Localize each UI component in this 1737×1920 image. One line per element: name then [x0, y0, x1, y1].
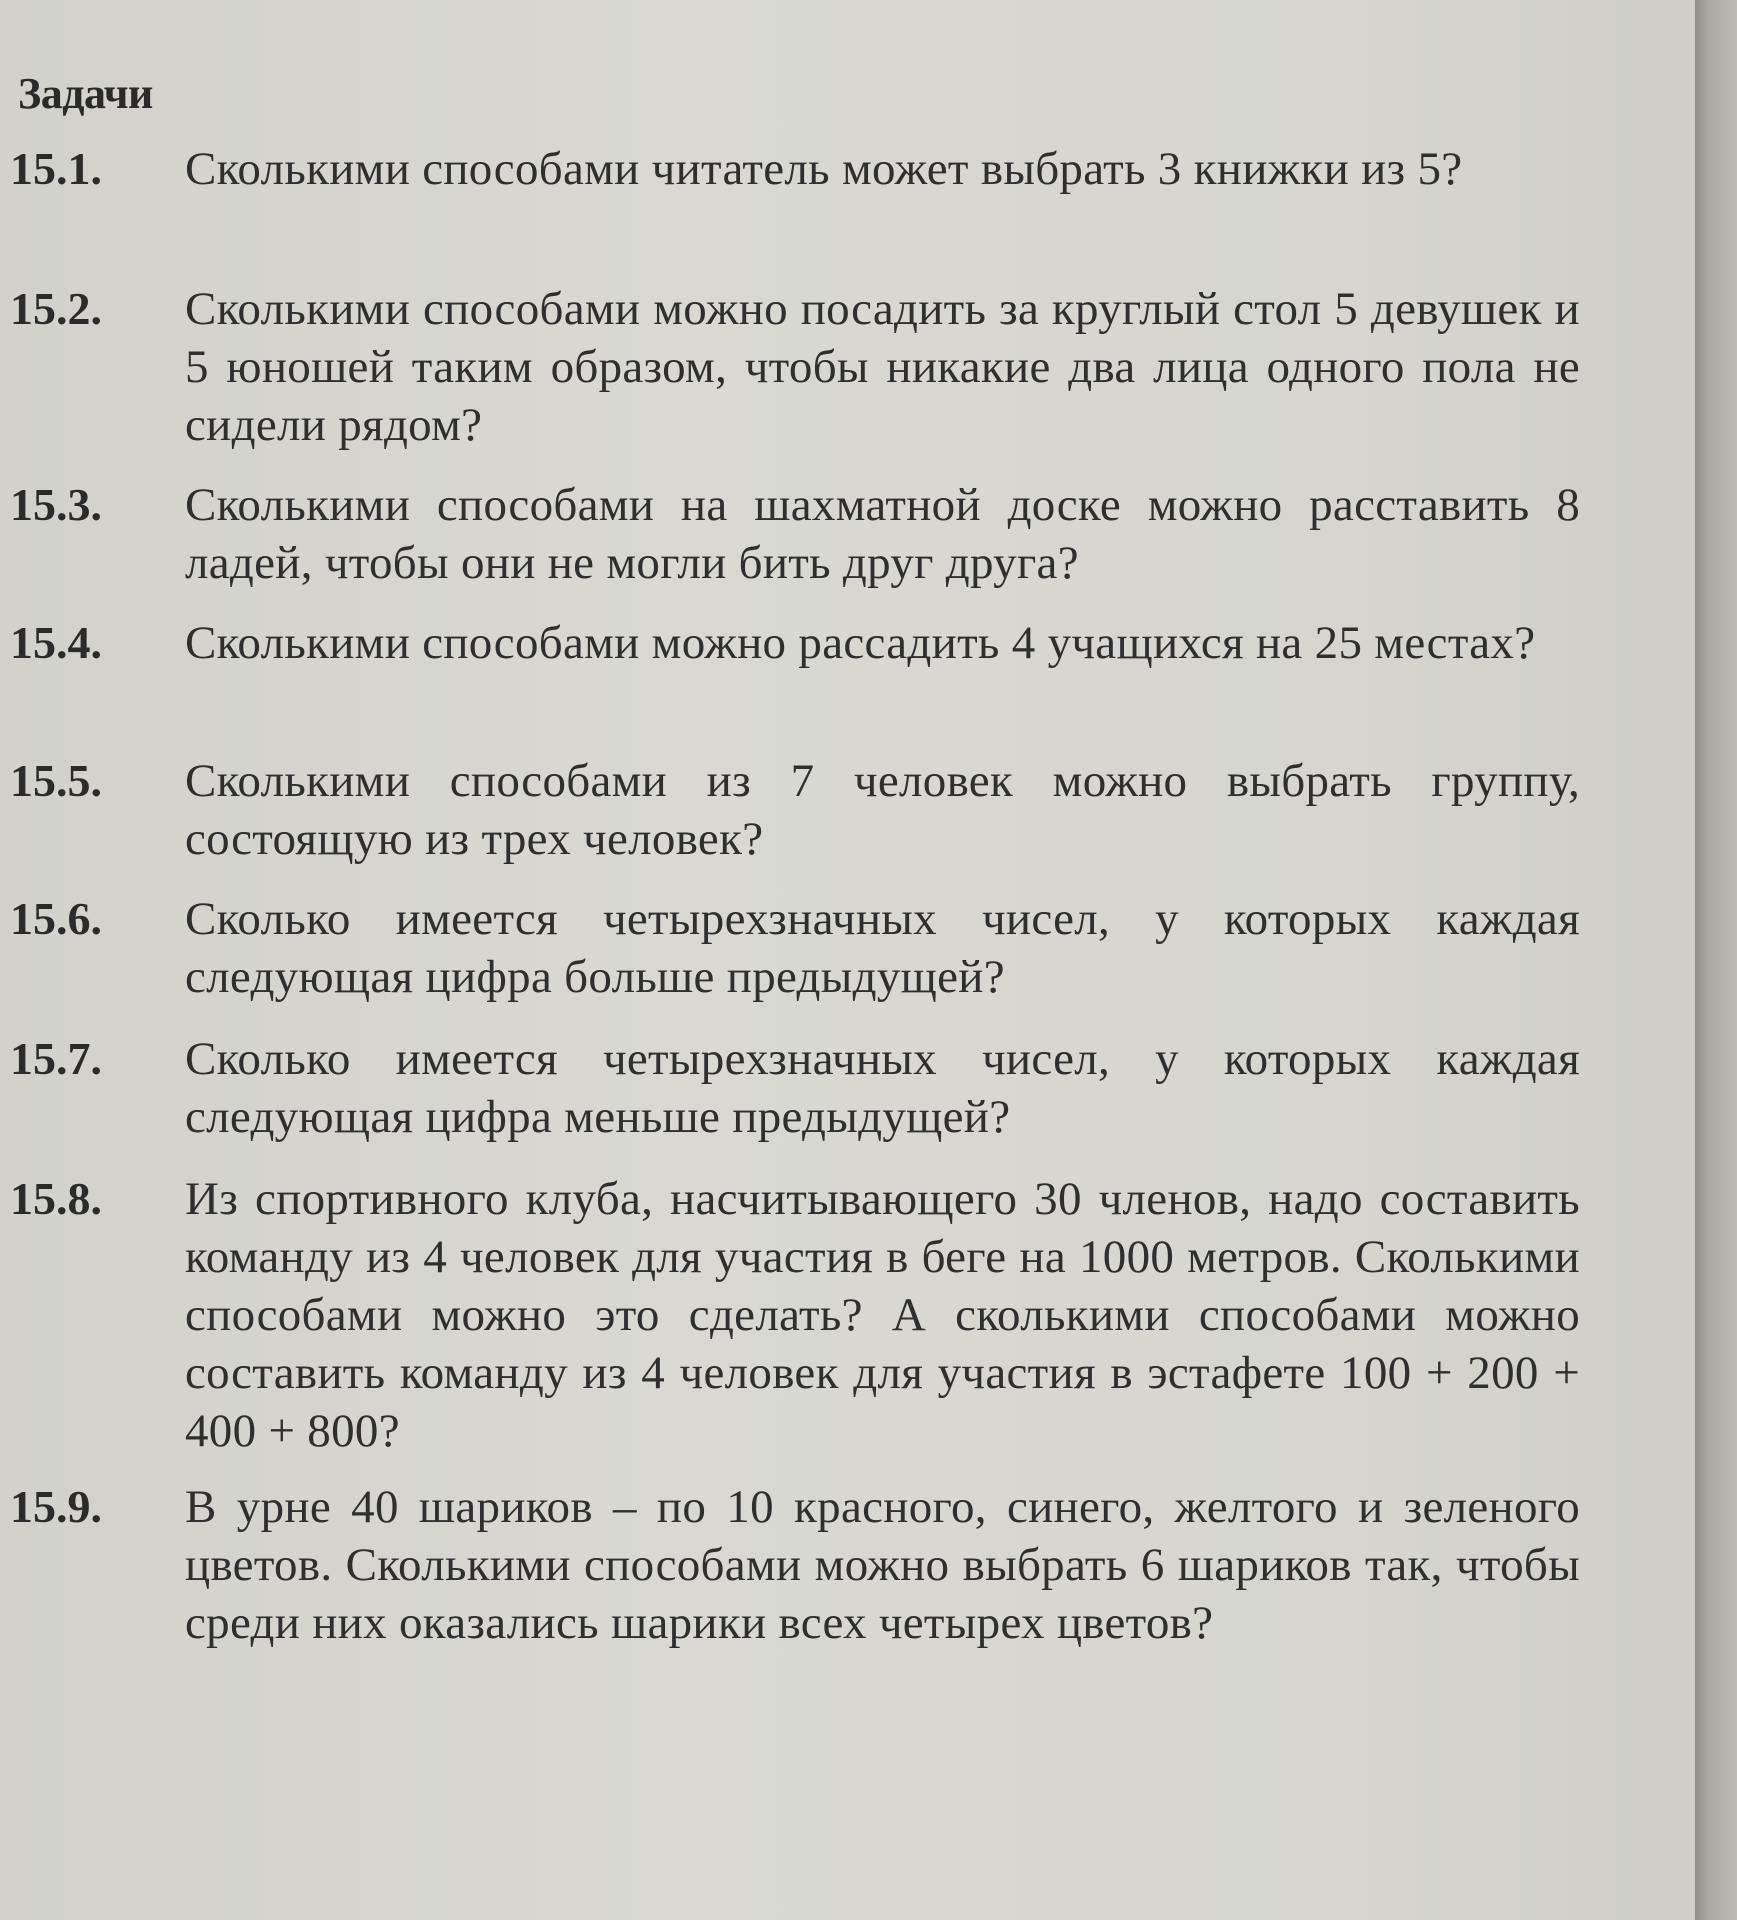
problem-15-2	[10, 280, 1580, 454]
problem-number: 15.5.	[10, 755, 102, 806]
problem-number: 15.6.	[10, 893, 102, 944]
problem-number: 15.4.	[10, 617, 102, 668]
problem-15-6	[10, 890, 1580, 1006]
problem-text: Сколькими способами из 7 человек можно выбрать группу, состоящую из трех человек?	[185, 755, 1580, 865]
problem-15-4	[10, 614, 1580, 672]
problem-text: Сколько имеется четырехзначных чисел, у которых каждая следующая цифра меньше предыдущей?	[185, 1033, 1580, 1143]
problem-number: 15.9.	[10, 1481, 102, 1532]
section-heading: Задачи	[18, 69, 153, 118]
problem-text: Сколькими способами можно рассадить 4 учащихся на 25 местах?	[185, 617, 1536, 669]
problem-number: 15.3.	[10, 479, 102, 530]
problem-text: В урне 40 шариков – по 10 красного, синего, желтого и зеленого цветов. Сколькими способами можно выбрать 6 шариков так, чтобы среди них оказались шарики всех четырех цветов?	[185, 1481, 1580, 1649]
problem-text: Сколько имеется четырехзначных чисел, у которых каждая следующая цифра больше предыдущей?	[185, 893, 1580, 1003]
problem-text: Сколькими способами читатель может выбрать 3 книжки из 5?	[185, 143, 1463, 195]
problem-text: Из спортивного клуба, насчитывающего 30 членов, надо составить команду из 4 человек для участия в беге на 1000 метров. Сколькими способами можно это сделать? А сколькими способами можно составить команду из 4 человек для участия в эстафете 100 + 200 + 400 + 800?	[185, 1173, 1580, 1457]
problem-text: Сколькими способами на шахматной доске можно расставить 8 ладей, чтобы они не могли бить друг друга?	[185, 479, 1580, 589]
problem-15-8	[10, 1170, 1580, 1460]
problem-15-9	[10, 1478, 1580, 1652]
problem-15-5	[10, 752, 1580, 868]
problem-number: 15.7.	[10, 1033, 102, 1084]
problem-number: 15.8.	[10, 1173, 102, 1224]
problem-number: 15.1.	[10, 143, 102, 194]
problem-number: 15.2.	[10, 283, 102, 334]
problem-text: Сколькими способами можно посадить за круглый стол 5 девушек и 5 юношей таким образом, чтобы никакие два лица одного пола не сидели рядом?	[185, 283, 1580, 451]
problem-15-7	[10, 1030, 1580, 1146]
problem-15-3	[10, 476, 1580, 592]
page-edge-shadow	[1695, 0, 1737, 1920]
problem-15-1	[10, 140, 1580, 198]
